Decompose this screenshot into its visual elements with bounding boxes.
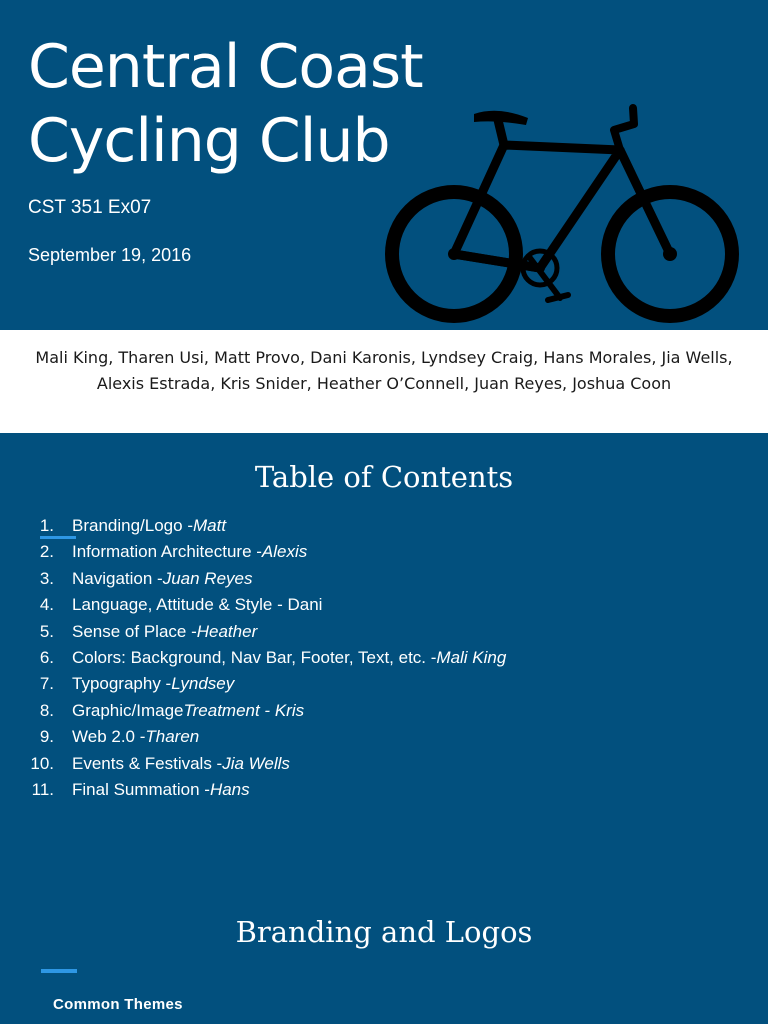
toc-item-number: 10. [30, 753, 54, 773]
toc-item-topic: Events & Festivals - [72, 753, 223, 773]
toc-item [18, 698, 506, 724]
toc-item-topic: Language, Attitude & Style - Dani [72, 595, 323, 615]
toc-item-topic: Colors: Background, Nav Bar, Footer, Text, etc. - [72, 648, 437, 668]
presentation-date: September 19, 2016 [28, 245, 192, 265]
toc-item-author: Tharen [145, 727, 200, 747]
main-title [28, 30, 423, 178]
toc-item [18, 566, 506, 592]
toc-item-topic: Branding/Logo - [72, 516, 193, 535]
toc-item-author: Juan Reyes [162, 568, 253, 588]
toc-item-author: Alexis [261, 542, 308, 562]
toc-item [18, 539, 506, 565]
toc-item-number: 1. [39, 516, 54, 535]
toc-item [18, 777, 506, 803]
toc-item-author: Lyndsey [171, 674, 235, 694]
toc-item-author: Treatment - Kris [183, 700, 305, 720]
toc-item-author: Hans [209, 780, 250, 800]
toc-item-number: 11. [31, 780, 54, 800]
toc-item [18, 751, 506, 777]
toc-item-author: Mali King [436, 648, 507, 668]
toc-item-number: 2. [39, 542, 54, 562]
toc-item-author: Matt [192, 516, 227, 535]
toc-item [18, 592, 506, 618]
toc-item-number: 6. [39, 648, 54, 668]
toc-item-author: Jia Wells [222, 753, 290, 773]
table-of-contents [18, 513, 506, 803]
toc-item-number: 5. [39, 621, 54, 641]
bicycle-icon [378, 100, 748, 330]
toc-item-number: 9. [39, 727, 54, 747]
toc-item-topic: Sense of Place - [72, 621, 197, 641]
toc-item-topic: Navigation - [72, 568, 163, 588]
toc-item-number: 8. [39, 700, 54, 720]
title-line-2: Cycling Club [28, 106, 390, 176]
accent-bar [41, 969, 77, 973]
toc-item-topic: Graphic/Image [72, 700, 184, 720]
author-list: Mali King, Tharen Usi, Matt Provo, Dani Karonis, Lyndsey Craig, Hans Morales, Jia Wells, Alexis Estrada, Kris Snider, Heather O’Connell, Juan Reyes, Joshua Coon [35, 348, 733, 393]
toc-item-topic: Final Summation - [72, 780, 210, 800]
toc-accent-underline [40, 536, 76, 539]
toc-item [18, 619, 506, 645]
toc-item-topic: Information Architecture - [72, 542, 262, 562]
toc-item [18, 724, 506, 750]
toc-item [18, 513, 506, 539]
toc-item-author: Heather [196, 621, 258, 641]
section-title: Branding and Logos [235, 915, 533, 949]
section-subheading: Common Themes [53, 996, 183, 1013]
title-slide [0, 0, 768, 330]
title-line-1: Central Coast [28, 32, 423, 102]
toc-item-number: 3. [39, 568, 54, 588]
toc-item-number: 7. [39, 674, 54, 694]
course-code: CST 351 Ex07 [28, 197, 152, 218]
toc-item-number: 4. [39, 595, 54, 615]
toc-item [18, 671, 506, 697]
toc-item [18, 645, 506, 671]
toc-item-topic: Web 2.0 - [72, 727, 146, 747]
toc-title: Table of Contents [254, 460, 514, 494]
toc-item-topic: Typography - [72, 674, 172, 694]
